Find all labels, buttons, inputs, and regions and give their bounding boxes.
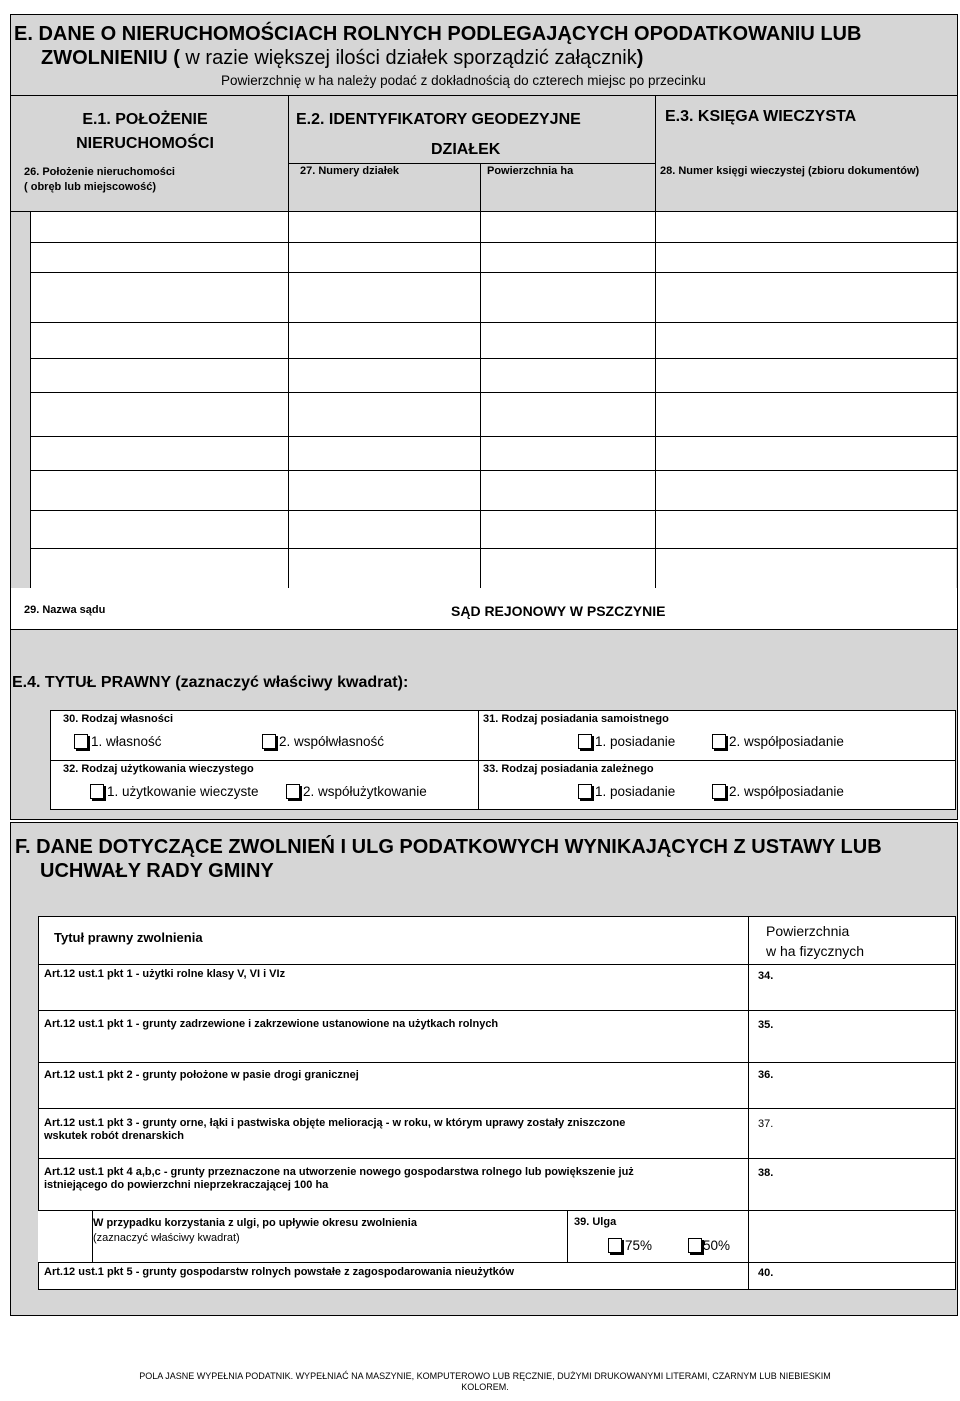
section-f-title-line1: F. DANE DOTYCZĄCE ZWOLNIEŃ I ULG PODATKOWYCH WYNIKAJĄCYCH Z USTAWY LUB [15,836,882,858]
exemption-row: Art.12 ust.1 pkt 5 - grunty gospodarstw rolnych powstałe z zagospodarowania nieużytków [44,1266,515,1278]
relief-description [93,1216,417,1246]
checkbox-icon[interactable] [578,734,592,749]
field-31-label: 31. Rodzaj posiadania samoistnego [483,713,669,725]
column-area-header [766,921,864,961]
checkbox-icon[interactable] [712,734,726,749]
exemption-row: Art.12 ust.1 pkt 1 - użytki rolne klasy V, VI i VIz [44,968,286,980]
field-40[interactable]: 40. [758,1267,774,1279]
section-f-title-line2: UCHWAŁY RADY GMINY [40,860,274,882]
precision-note: Powierzchnię w ha należy podać z dokładnością do czterech miejsc po przecinku [221,73,706,88]
checkbox-icon[interactable] [578,784,592,799]
e1-heading-line2: NIERUCHOMOŚCI [76,135,214,152]
checkbox-icon[interactable] [286,784,300,799]
e2-heading-line2: DZIAŁEK [431,141,501,158]
field-32-label: 32. Rodzaj użytkowania wieczystego [63,763,254,775]
field-29-label: 29. Nazwa sądu [24,604,106,616]
section-e-title-line2: ZWOLNIENIU ( w razie większej ilości działek sporządzić załącznik) [41,47,644,69]
relief-option-50[interactable]: 50% [688,1238,730,1253]
checkbox-icon[interactable] [608,1238,622,1253]
exemption-row: Art.12 ust.1 pkt 2 - grunty położone w pasie drogi granicznej [44,1069,359,1081]
perpetual-usufruct-option-2[interactable]: 2. współużytkowanie [286,784,427,799]
relief-line1: W przypadku korzystania z ulgi, po upływie okresu zwolnienia [93,1217,417,1229]
ownership-option-2[interactable]: 2. współwłasność [262,734,384,749]
footer-line1: POLA JASNE WYPEŁNIA PODATNIK. WYPEŁNIAĆ NA MASZYNIE, KOMPUTEROWO LUB RĘCZNIE, DUŻYMI DRUKOWANYMI LITERAMI, CZARNYM LUB NIEBIESKIM [139,1371,831,1381]
relief-option-75[interactable]: 75% [608,1238,652,1253]
field-36[interactable]: 36. [758,1069,774,1081]
field-37[interactable]: 37. [758,1118,774,1130]
perpetual-usufruct-option-1[interactable]: 1. użytkowanie wieczyste [90,784,259,799]
e2-heading-line1: E.2. IDENTYFIKATORY GEODEZYJNE [296,111,581,128]
independent-possession-option-1[interactable]: 1. posiadanie [578,734,675,749]
parcel-number-cells[interactable] [289,212,480,588]
column-title-header: Tytuł prawny zwolnienia [54,930,203,945]
field-35[interactable]: 35. [758,1019,774,1031]
section-e-title-line1: E. DANE O NIERUCHOMOŚCIACH ROLNYCH PODLEGAJĄCYCH OPODATKOWANIU LUB [14,23,862,45]
checkbox-icon[interactable] [90,784,104,799]
checkbox-icon[interactable] [262,734,276,749]
checkbox-icon[interactable] [688,1238,702,1253]
field-38[interactable]: 38. [758,1167,774,1179]
court-name-value[interactable]: SĄD REJONOWY W PSZCZYNIE [451,603,666,619]
independent-possession-option-2[interactable]: 2. współposiadanie [712,734,844,749]
field-28-label: 28. Numer księgi wieczystej (zbioru dokumentów) [660,165,920,177]
land-register-cells[interactable] [656,212,956,588]
exemption-row: Art.12 ust.1 pkt 3 - grunty orne, łąki i pastwiska objęte melioracją - w roku, w którym uprawy zostały zniszczone wskutek robót drenarskich [44,1117,626,1142]
parcel-area-cells[interactable] [481,212,655,588]
field-26-label [24,165,175,195]
footer-note [60,1371,910,1393]
field-30-label: 30. Rodzaj własności [63,713,174,725]
field-26-line1: 26. Położenie nieruchomości [24,166,175,178]
e2-heading [296,108,651,162]
field-34[interactable]: 34. [758,970,774,982]
column-area-line1: Powierzchnia [766,923,850,939]
column-area-line2: w ha fizycznych [766,943,865,959]
checkbox-icon[interactable] [74,734,88,749]
ownership-option-1[interactable]: 1. własność [74,734,162,749]
field-39-label: 39. Ulga [574,1216,617,1228]
relief-line2: (zaznaczyć właściwy kwadrat) [93,1232,240,1244]
footer-line2: KOLOREM. [461,1382,509,1392]
e1-heading [20,108,270,156]
field-33-label: 33. Rodzaj posiadania zależnego [483,763,654,775]
dependent-possession-option-2[interactable]: 2. współposiadanie [712,784,844,799]
e4-title: E.4. TYTUŁ PRAWNY (zaznaczyć właściwy kwadrat): [12,674,409,691]
field-27-area-label: Powierzchnia ha [487,165,574,177]
parcel-location-cells[interactable] [30,212,288,588]
dependent-possession-option-1[interactable]: 1. posiadanie [578,784,675,799]
checkbox-icon[interactable] [712,784,726,799]
e1-heading-line1: E.1. POŁOŻENIE [82,111,208,128]
exemption-row: Art.12 ust.1 pkt 4 a,b,c - grunty przeznaczone na utworzenie nowego gospodarstwa rolnego lub powiększenie już istniejącego do powierzchni nieprzekraczającej 100 ha [44,1166,634,1191]
field-26-line2: ( obręb lub miejscowość) [24,181,157,193]
section-e-header [10,14,958,96]
exemption-row: Art.12 ust.1 pkt 1 - grunty zadrzewione i zakrzewione ustanowione na użytkach rolnych [44,1018,499,1030]
field-27-label: 27. Numery działek [300,165,400,177]
e3-heading: E.3. KSIĘGA WIECZYSTA [665,108,857,125]
